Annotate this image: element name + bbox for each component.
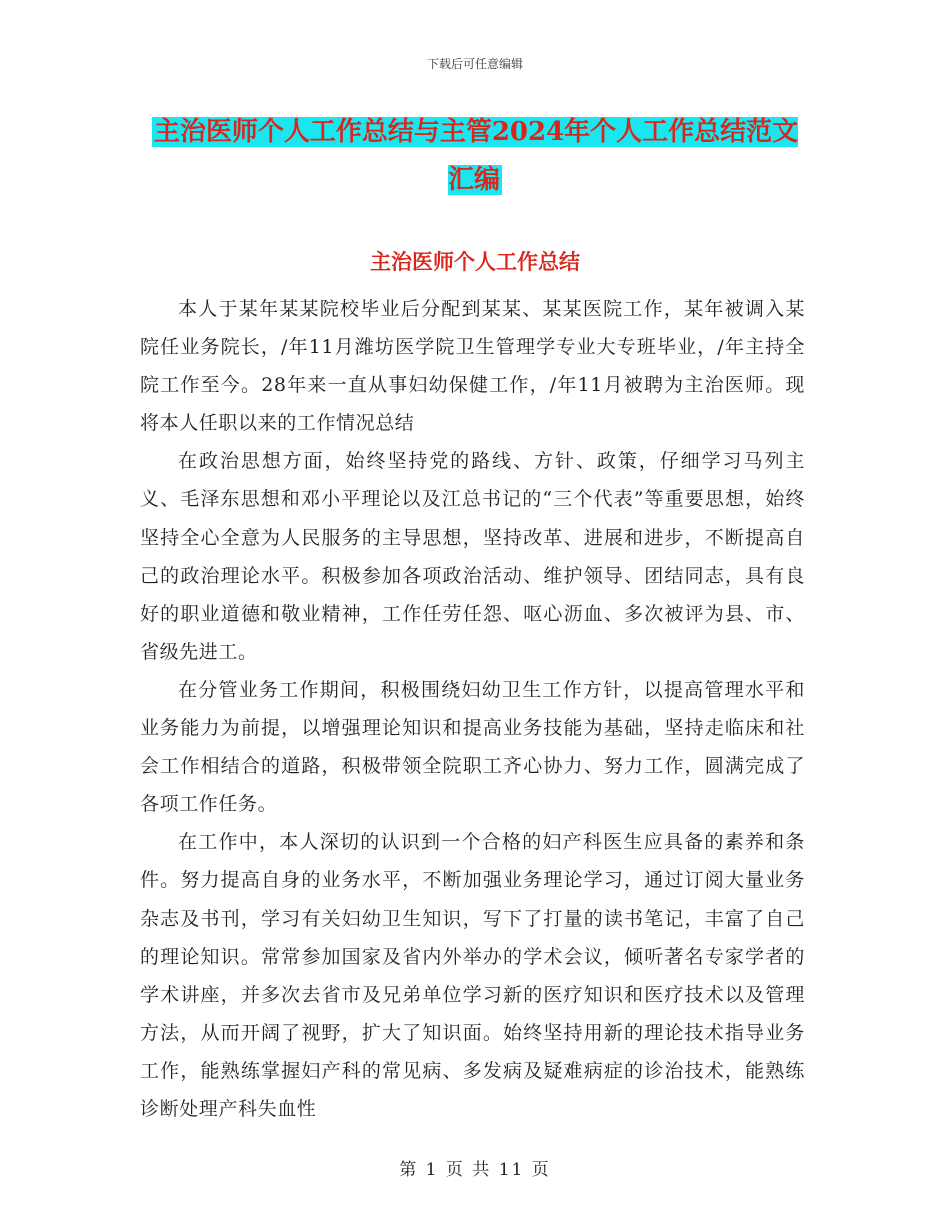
body-paragraph: 本人于某年某某院校毕业后分配到某某、某某医院工作，某年被调入某院任业务院长，/年11月潍坊医学院卫生管理学专业大专班毕业，/年主持全院工作至今。28年来一直从事妇幼保健工作，/年11月被聘为主治医师。现将本人任职以来的工作情况总结 bbox=[140, 298, 805, 435]
section-title: 主治医师个人工作总结 bbox=[370, 249, 580, 274]
document-title-text: 主治医师个人工作总结与主管2024年个人工作总结范文汇编 bbox=[153, 117, 799, 195]
page-number-footer: 第 1 页 共 11 页 bbox=[399, 1160, 551, 1180]
body-paragraph: 在工作中，本人深切的认识到一个合格的妇产科医生应具备的素养和条件。努力提高自身的业务水平，不断加强业务理论学习，通过订阅大量业务杂志及书刊，学习有关妇幼卫生知识，写下了打量的读书笔记，丰富了自己的理论知识。常常参加国家及省内外举办的学术会议，倾听著名专家学者的学术讲座，并多次去省市及兄弟单位学习新的医疗知识和医疗技术以及管理方法，从而开阔了视野，扩大了知识面。始终坚持用新的理论技术指导业务工作，能熟练掌握妇产科的常见病、多发病及疑难病症的诊治技术，能熟练诊断处理产科失血性 bbox=[140, 831, 805, 1120]
body-paragraph: 在政治思想方面，始终坚持党的路线、方针、政策，仔细学习马列主义、毛泽东思想和邓小平理论以及江总书记的“三个代表”等重要思想，始终坚持全心全意为人民服务的主导思想，坚持改革、进展和进步，不断提高自己的政治理论水平。积极参加各项政治活动、维护领导、团结同志，具有良好的职业道德和敬业精神，工作任劳任怨、呕心沥血、多次被评为县、市、省级先进工。 bbox=[140, 450, 805, 663]
document-body bbox=[140, 290, 805, 1128]
body-paragraph: 在分管业务工作期间，积极围绕妇幼卫生工作方针，以提高管理水平和业务能力为前提，以增强理论知识和提高业务技能为基础，坚持走临床和社会工作相结合的道路，积极带领全院职工齐心协力、努力工作，圆满完成了各项工作任务。 bbox=[140, 678, 805, 816]
document-title bbox=[140, 108, 810, 204]
page-header-note: 下载后可任意编辑 bbox=[426, 57, 523, 71]
